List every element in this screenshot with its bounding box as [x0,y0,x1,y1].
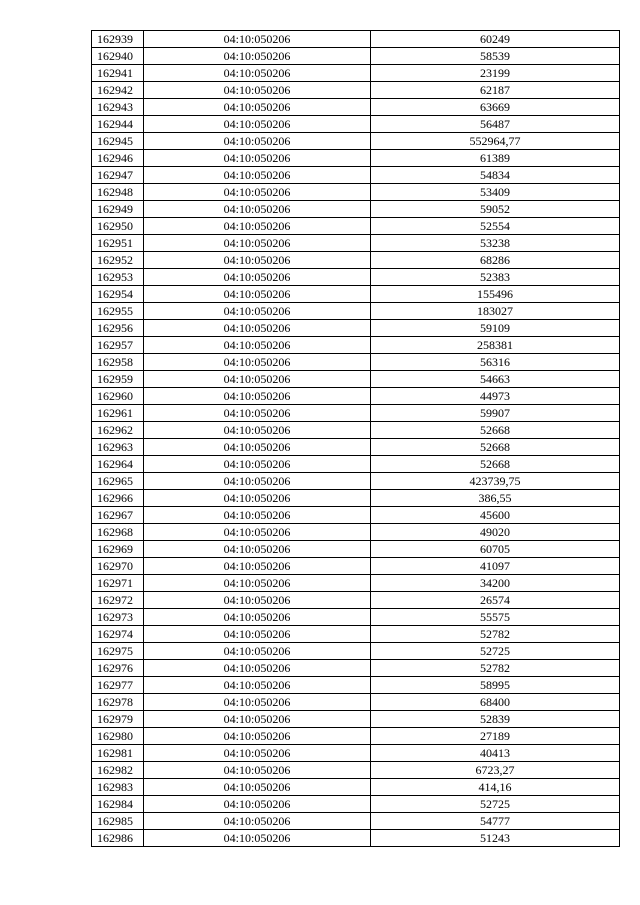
amount-cell: 26574 [371,592,620,609]
row-id-cell: 162969 [92,541,144,558]
row-id-cell: 162940 [92,48,144,65]
code-cell: 04:10:050206 [144,558,371,575]
table-row [92,609,620,626]
amount-cell: 58539 [371,48,620,65]
table-row [92,745,620,762]
amount-cell: 54777 [371,813,620,830]
code-cell: 04:10:050206 [144,796,371,813]
row-id-cell: 162986 [92,830,144,847]
code-cell: 04:10:050206 [144,779,371,796]
row-id-cell: 162981 [92,745,144,762]
table-row [92,303,620,320]
amount-cell: 27189 [371,728,620,745]
amount-cell: 52668 [371,456,620,473]
code-cell: 04:10:050206 [144,711,371,728]
table-row [92,813,620,830]
code-cell: 04:10:050206 [144,422,371,439]
row-id-cell: 162943 [92,99,144,116]
table-row [92,626,620,643]
table-row [92,660,620,677]
row-id-cell: 162972 [92,592,144,609]
amount-cell: 58995 [371,677,620,694]
code-cell: 04:10:050206 [144,643,371,660]
table-row [92,201,620,218]
row-id-cell: 162945 [92,133,144,150]
amount-cell: 52725 [371,796,620,813]
amount-cell: 63669 [371,99,620,116]
amount-cell: 68400 [371,694,620,711]
row-id-cell: 162947 [92,167,144,184]
row-id-cell: 162976 [92,660,144,677]
code-cell: 04:10:050206 [144,48,371,65]
code-cell: 04:10:050206 [144,150,371,167]
code-cell: 04:10:050206 [144,762,371,779]
row-id-cell: 162970 [92,558,144,575]
table-row [92,116,620,133]
code-cell: 04:10:050206 [144,439,371,456]
code-cell: 04:10:050206 [144,269,371,286]
row-id-cell: 162984 [92,796,144,813]
row-id-cell: 162983 [92,779,144,796]
row-id-cell: 162954 [92,286,144,303]
table-row [92,728,620,745]
table-row [92,184,620,201]
code-cell: 04:10:050206 [144,303,371,320]
table-row [92,354,620,371]
row-id-cell: 162946 [92,150,144,167]
code-cell: 04:10:050206 [144,660,371,677]
row-id-cell: 162968 [92,524,144,541]
amount-cell: 49020 [371,524,620,541]
amount-cell: 53409 [371,184,620,201]
code-cell: 04:10:050206 [144,473,371,490]
amount-cell: 40413 [371,745,620,762]
code-cell: 04:10:050206 [144,116,371,133]
amount-cell: 52383 [371,269,620,286]
code-cell: 04:10:050206 [144,354,371,371]
row-id-cell: 162977 [92,677,144,694]
row-id-cell: 162941 [92,65,144,82]
table-row [92,796,620,813]
amount-cell: 155496 [371,286,620,303]
amount-cell: 56316 [371,354,620,371]
row-id-cell: 162979 [92,711,144,728]
row-id-cell: 162957 [92,337,144,354]
table-row [92,507,620,524]
amount-cell: 59109 [371,320,620,337]
amount-cell: 414,16 [371,779,620,796]
table-row [92,388,620,405]
amount-cell: 61389 [371,150,620,167]
table-row [92,677,620,694]
amount-cell: 386,55 [371,490,620,507]
amount-cell: 60705 [371,541,620,558]
row-id-cell: 162965 [92,473,144,490]
table-row [92,779,620,796]
code-cell: 04:10:050206 [144,609,371,626]
row-id-cell: 162960 [92,388,144,405]
table-row [92,320,620,337]
code-cell: 04:10:050206 [144,677,371,694]
code-cell: 04:10:050206 [144,201,371,218]
row-id-cell: 162978 [92,694,144,711]
table-row [92,592,620,609]
table-row [92,167,620,184]
row-id-cell: 162951 [92,235,144,252]
table-row [92,439,620,456]
code-cell: 04:10:050206 [144,813,371,830]
table-row [92,490,620,507]
amount-cell: 41097 [371,558,620,575]
amount-cell: 52839 [371,711,620,728]
amount-cell: 54834 [371,167,620,184]
row-id-cell: 162942 [92,82,144,99]
row-id-cell: 162958 [92,354,144,371]
table-row [92,65,620,82]
row-id-cell: 162955 [92,303,144,320]
table-row [92,150,620,167]
row-id-cell: 162966 [92,490,144,507]
amount-cell: 52668 [371,439,620,456]
code-cell: 04:10:050206 [144,694,371,711]
code-cell: 04:10:050206 [144,728,371,745]
row-id-cell: 162959 [92,371,144,388]
table-row [92,694,620,711]
table-row [92,422,620,439]
amount-cell: 52725 [371,643,620,660]
code-cell: 04:10:050206 [144,133,371,150]
code-cell: 04:10:050206 [144,82,371,99]
row-id-cell: 162953 [92,269,144,286]
amount-cell: 183027 [371,303,620,320]
amount-cell: 23199 [371,65,620,82]
table-row [92,558,620,575]
code-cell: 04:10:050206 [144,388,371,405]
table-body [92,31,620,847]
table-row [92,762,620,779]
code-cell: 04:10:050206 [144,524,371,541]
table-row [92,473,620,490]
table-row [92,133,620,150]
amount-cell: 68286 [371,252,620,269]
row-id-cell: 162967 [92,507,144,524]
code-cell: 04:10:050206 [144,31,371,48]
amount-cell: 52782 [371,660,620,677]
row-id-cell: 162952 [92,252,144,269]
table-row [92,252,620,269]
code-cell: 04:10:050206 [144,167,371,184]
row-id-cell: 162964 [92,456,144,473]
amount-cell: 52668 [371,422,620,439]
table-row [92,456,620,473]
code-cell: 04:10:050206 [144,252,371,269]
row-id-cell: 162962 [92,422,144,439]
amount-cell: 60249 [371,31,620,48]
amount-cell: 62187 [371,82,620,99]
code-cell: 04:10:050206 [144,235,371,252]
table-row [92,541,620,558]
row-id-cell: 162974 [92,626,144,643]
amount-cell: 52782 [371,626,620,643]
code-cell: 04:10:050206 [144,626,371,643]
code-cell: 04:10:050206 [144,320,371,337]
amount-cell: 56487 [371,116,620,133]
code-cell: 04:10:050206 [144,456,371,473]
table-row [92,269,620,286]
amount-cell: 552964,77 [371,133,620,150]
code-cell: 04:10:050206 [144,99,371,116]
row-id-cell: 162975 [92,643,144,660]
row-id-cell: 162956 [92,320,144,337]
row-id-cell: 162980 [92,728,144,745]
row-id-cell: 162973 [92,609,144,626]
amount-cell: 44973 [371,388,620,405]
table-row [92,575,620,592]
amount-cell: 34200 [371,575,620,592]
code-cell: 04:10:050206 [144,507,371,524]
amount-cell: 53238 [371,235,620,252]
code-cell: 04:10:050206 [144,218,371,235]
table-row [92,711,620,728]
amount-cell: 6723,27 [371,762,620,779]
amount-cell: 51243 [371,830,620,847]
code-cell: 04:10:050206 [144,830,371,847]
code-cell: 04:10:050206 [144,65,371,82]
code-cell: 04:10:050206 [144,184,371,201]
table-row [92,405,620,422]
row-id-cell: 162944 [92,116,144,133]
row-id-cell: 162939 [92,31,144,48]
table-row [92,99,620,116]
code-cell: 04:10:050206 [144,592,371,609]
table-row [92,371,620,388]
table-row [92,235,620,252]
code-cell: 04:10:050206 [144,541,371,558]
table-row [92,48,620,65]
code-cell: 04:10:050206 [144,745,371,762]
code-cell: 04:10:050206 [144,490,371,507]
code-cell: 04:10:050206 [144,286,371,303]
table-row [92,337,620,354]
data-table [91,30,620,847]
amount-cell: 55575 [371,609,620,626]
code-cell: 04:10:050206 [144,371,371,388]
row-id-cell: 162982 [92,762,144,779]
table-row [92,82,620,99]
table-row [92,286,620,303]
row-id-cell: 162971 [92,575,144,592]
amount-cell: 59052 [371,201,620,218]
amount-cell: 54663 [371,371,620,388]
code-cell: 04:10:050206 [144,337,371,354]
table-row [92,31,620,48]
amount-cell: 45600 [371,507,620,524]
table-row [92,218,620,235]
table-row [92,524,620,541]
code-cell: 04:10:050206 [144,575,371,592]
row-id-cell: 162963 [92,439,144,456]
table-row [92,643,620,660]
code-cell: 04:10:050206 [144,405,371,422]
amount-cell: 423739,75 [371,473,620,490]
table-row [92,830,620,847]
amount-cell: 59907 [371,405,620,422]
row-id-cell: 162961 [92,405,144,422]
row-id-cell: 162950 [92,218,144,235]
row-id-cell: 162949 [92,201,144,218]
amount-cell: 258381 [371,337,620,354]
amount-cell: 52554 [371,218,620,235]
row-id-cell: 162985 [92,813,144,830]
row-id-cell: 162948 [92,184,144,201]
